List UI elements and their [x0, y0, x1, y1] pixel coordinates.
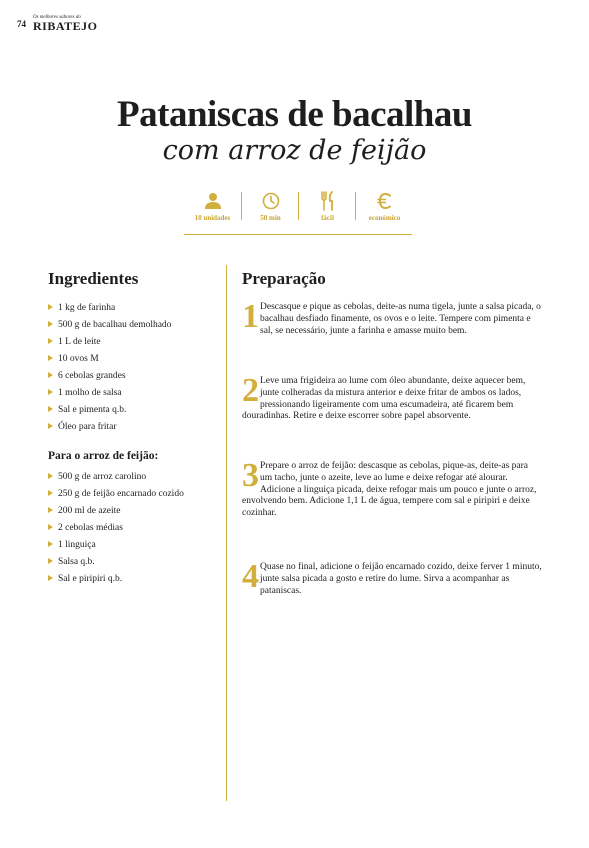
- bullet-arrow-icon: [48, 423, 53, 429]
- ingredients-heading: Ingredientes: [48, 269, 139, 288]
- step-number: 3: [242, 457, 259, 494]
- info-underline: [184, 234, 412, 235]
- bullet-arrow-icon: [48, 507, 53, 513]
- preparation-heading: Preparação: [242, 269, 326, 288]
- rice-subheading: Para o arroz de feijão:: [48, 450, 159, 462]
- list-item: 6 cebolas grandes: [48, 368, 171, 385]
- info-difficulty-label: fácil: [321, 214, 334, 222]
- bullet-arrow-icon: [48, 558, 53, 564]
- step-text: Prepare o arroz de feijão: descasque as cebolas, pique-as, deite-as para um tacho, junte o azeite, leve ao lume e deixe refogar até alourar. Adicione a linguiça picada, deixe refogar mais um pouco e junte o arroz, envolvendo bem. Adicione 1,1 L de água, tempere com sal e piripiri e deixe cozinhar.: [242, 461, 537, 519]
- list-item: 500 g de bacalhau demolhado: [48, 317, 171, 334]
- info-cost-label: económico: [368, 214, 401, 222]
- info-time: [242, 190, 299, 230]
- info-cost: [356, 190, 413, 230]
- info-difficulty: [299, 190, 356, 230]
- step-number: 4: [242, 558, 259, 595]
- bullet-arrow-icon: [48, 389, 53, 395]
- step-text: Leve uma frigideira ao lume com óleo abundante, deixe aquecer bem, junte colheradas da mistura anterior e deixe fritar de ambos os lados, pressionando ligeiramente com uma escumadeira, até ficarem bem douradinhas. Retire e deixe escorrer sobre papel absorvente.: [242, 376, 526, 422]
- step-number: 1: [242, 298, 259, 335]
- bullet-arrow-icon: [48, 321, 53, 327]
- recipe-title: Pataniscas de bacalhau: [117, 94, 472, 135]
- list-item: 200 ml de azeite: [48, 503, 184, 520]
- step-text: Quase no final, adicione o feijão encarnado cozido, deixe ferver 1 minuto, junte salsa picada a gosto e retire do lume. Sirva a acompanhar as pataniscas.: [260, 562, 542, 596]
- list-item: 1 kg de farinha: [48, 300, 171, 317]
- bullet-arrow-icon: [48, 524, 53, 530]
- list-item: 1 linguiça: [48, 537, 184, 554]
- list-item: 10 ovos M: [48, 351, 171, 368]
- bullet-arrow-icon: [48, 473, 53, 479]
- bullet-arrow-icon: [48, 372, 53, 378]
- brand-name: RIBATEJO: [33, 19, 98, 33]
- list-item: Sal e pimenta q.b.: [48, 402, 171, 419]
- step-text: Descasque e pique as cebolas, deite-as numa tigela, junte a salsa picada, o bacalhau desfiado finamente, os ovos e o leite. Tempere com pimenta e sal, se necessário, junte a farinha e amasse muito bem.: [260, 302, 541, 336]
- list-item: 2 cebolas médias: [48, 520, 184, 537]
- preparation-step: [242, 457, 542, 520]
- bullet-arrow-icon: [48, 490, 53, 496]
- preparation-step: [242, 372, 542, 423]
- bullet-arrow-icon: [48, 541, 53, 547]
- bullet-arrow-icon: [48, 406, 53, 412]
- list-item: Salsa q.b.: [48, 554, 184, 571]
- cutlery-icon: [299, 190, 356, 212]
- bullet-arrow-icon: [48, 338, 53, 344]
- info-servings-label: 10 unidades: [194, 214, 231, 222]
- list-item: 250 g de feijão encarnado cozido: [48, 486, 184, 503]
- list-item: 1 molho de salsa: [48, 385, 171, 402]
- list-item: Óleo para fritar: [48, 419, 171, 436]
- bullet-arrow-icon: [48, 575, 53, 581]
- info-servings: [184, 190, 241, 230]
- rice-ingredients-list: [48, 469, 184, 588]
- recipe-subtitle: com arroz de feijão: [162, 135, 427, 166]
- bullet-arrow-icon: [48, 355, 53, 361]
- euro-icon: [356, 190, 413, 212]
- brand-logo: [33, 15, 97, 32]
- bullet-arrow-icon: [48, 304, 53, 310]
- list-item: 1 L de leite: [48, 334, 171, 351]
- recipe-info-bar: [184, 190, 412, 235]
- column-divider: [226, 265, 227, 801]
- clock-icon: [242, 190, 299, 212]
- page-number: 74: [17, 19, 26, 29]
- preparation-step: [242, 298, 542, 337]
- brand-tagline: Os melhores sabores do: [33, 15, 81, 20]
- list-item: 500 g de arroz carolino: [48, 469, 184, 486]
- list-item: Sal e piripiri q.b.: [48, 571, 184, 588]
- preparation-step: [242, 558, 542, 597]
- person-icon: [184, 190, 241, 212]
- info-time-label: 50 min: [260, 214, 281, 222]
- step-number: 2: [242, 372, 259, 409]
- ingredients-list: [48, 300, 171, 436]
